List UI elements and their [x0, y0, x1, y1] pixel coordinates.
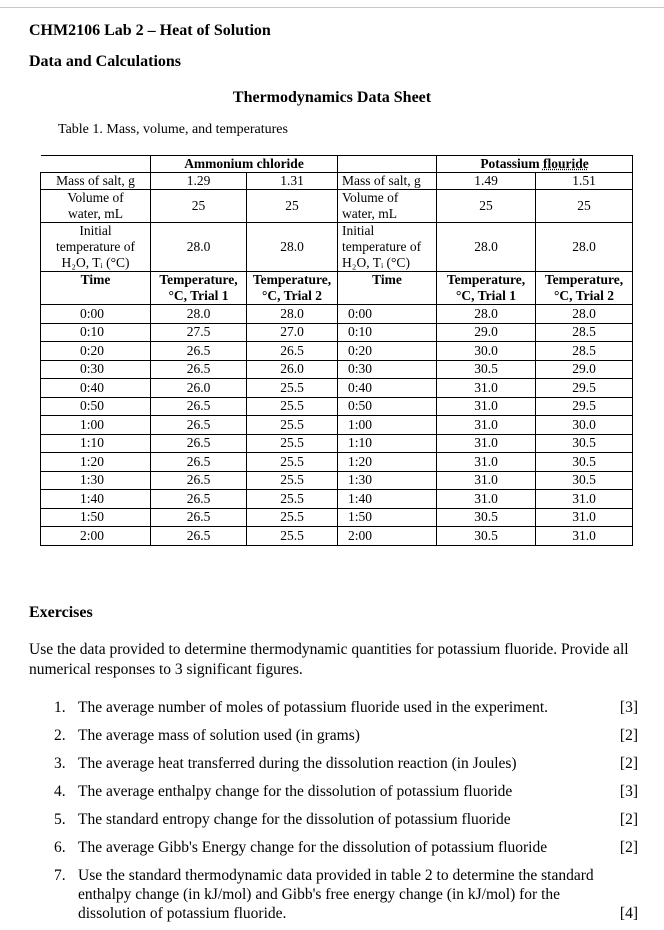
nh4cl-trial1-cell: 26.5 [151, 434, 247, 453]
kf-trial1-cell: 29.0 [437, 323, 536, 342]
kf-trial2-header-line1: Temperature, [544, 272, 624, 287]
nh4cl-trial2-cell: 25.5 [247, 379, 338, 398]
exercise-number: 3. [54, 755, 66, 772]
kf-trial2-cell: 31.0 [536, 490, 633, 509]
exercise-number: 1. [54, 699, 66, 716]
exercises-heading: Exercises [29, 604, 93, 621]
volume-label [41, 190, 151, 223]
kf-trial2-cell: 28.5 [536, 323, 633, 342]
nh4cl-trial1-cell: 26.5 [151, 453, 247, 472]
time-cell-kf: 1:10 [338, 434, 437, 453]
group-fluoride-word: flouride [542, 156, 589, 171]
kf-trial1-cell: 30.5 [437, 527, 536, 546]
kf-trial1-header-line2: °C, Trial 1 [455, 288, 517, 303]
table-caption: Table 1. Mass, volume, and temperatures [58, 122, 288, 137]
volume-label-kf [338, 190, 437, 223]
exercise-text: The average number of moles of potassium fluoride used in the experiment. [78, 699, 549, 716]
time-cell-kf: 0:50 [338, 397, 437, 416]
time-cell: 0:00 [41, 305, 151, 324]
nh4cl-trial1-cell: 26.5 [151, 508, 247, 527]
kf-trial2-cell: 28.5 [536, 342, 633, 361]
nh4cl-trial2-cell: 25.5 [247, 527, 338, 546]
data-table [40, 155, 633, 546]
kf-trial2-header-line2: °C, Trial 2 [553, 288, 615, 303]
initial-temp-label-kf [338, 223, 437, 272]
time-cell-kf: 1:20 [338, 453, 437, 472]
kf-trial2-cell: 30.0 [536, 416, 633, 435]
table-row [41, 527, 633, 546]
nh4cl-trial2-header-line1: Temperature, [252, 272, 332, 287]
nh4cl-trial2-cell: 25.5 [247, 508, 338, 527]
table-row [41, 305, 633, 324]
nh4cl-trial1-cell: 26.5 [151, 471, 247, 490]
nh4cl-trial1-cell: 26.5 [151, 360, 247, 379]
kf-trial2-cell: 31.0 [536, 508, 633, 527]
kf-initial-trial1: 28.0 [437, 223, 536, 272]
initial-label-kf-line1: Initial [342, 223, 375, 238]
table-row [41, 379, 633, 398]
kf-trial1-cell: 31.0 [437, 453, 536, 472]
time-cell: 1:10 [41, 434, 151, 453]
nh4cl-trial2-header [247, 272, 338, 305]
nh4cl-trial1-header-line1: Temperature, [159, 272, 238, 287]
kf-trial2-cell: 28.0 [536, 305, 633, 324]
time-cell-kf: 0:30 [338, 360, 437, 379]
time-cell: 1:50 [41, 508, 151, 527]
mass-label: Mass of salt, g [41, 173, 151, 190]
exercise-marks: [2] [619, 839, 638, 856]
kf-trial1-cell: 31.0 [437, 416, 536, 435]
kf-trial2-cell: 29.5 [536, 379, 633, 398]
nh4cl-trial1-cell: 26.5 [151, 527, 247, 546]
group-ammonium-chloride: Ammonium chloride [151, 156, 338, 173]
table-row [41, 360, 633, 379]
nh4cl-trial2-cell: 25.5 [247, 490, 338, 509]
kf-trial2-cell: 30.5 [536, 453, 633, 472]
time-cell: 1:20 [41, 453, 151, 472]
exercise-number: 5. [54, 811, 66, 828]
nh4cl-trial2-cell: 28.0 [247, 305, 338, 324]
kf-mass-trial2: 1.51 [536, 173, 633, 190]
document-title: CHM2106 Lab 2 – Heat of Solution [29, 22, 271, 39]
time-cell-kf: 0:20 [338, 342, 437, 361]
nh4cl-trial1-cell: 26.5 [151, 416, 247, 435]
kf-trial2-cell: 29.0 [536, 360, 633, 379]
column-header-row [41, 272, 633, 305]
exercise-text: The average enthalpy change for the dissolution of potassium fluoride [78, 783, 513, 800]
exercises-intro: Use the data provided to determine thermodynamic quantities for potassium fluoride. Provide all numerical responses to 3 significant figures. [29, 641, 629, 678]
time-cell-kf: 1:30 [338, 471, 437, 490]
kf-trial1-cell: 31.0 [437, 490, 536, 509]
time-cell-kf: 0:00 [338, 305, 437, 324]
kf-trial1-cell: 30.5 [437, 508, 536, 527]
initial-label-line1: Initial [79, 223, 112, 238]
time-header-kf: Time [338, 272, 437, 305]
nh4cl-initial-trial2: 28.0 [247, 223, 338, 272]
table-row [41, 434, 633, 453]
exercise-marks: [2] [619, 755, 638, 772]
time-cell-kf: 2:00 [338, 527, 437, 546]
table-row [41, 490, 633, 509]
time-cell-kf: 1:50 [338, 508, 437, 527]
nh4cl-mass-trial1: 1.29 [151, 173, 247, 190]
kf-trial1-cell: 31.0 [437, 397, 536, 416]
nh4cl-trial2-cell: 26.5 [247, 342, 338, 361]
time-cell-kf: 0:40 [338, 379, 437, 398]
exercise-number: 2. [54, 727, 66, 744]
nh4cl-volume-trial2: 25 [247, 190, 338, 223]
volume-label-line2: water, mL [68, 206, 123, 221]
group-potassium-fluoride [437, 156, 633, 173]
nh4cl-initial-trial1: 28.0 [151, 223, 247, 272]
nh4cl-trial1-header-line2: °C, Trial 1 [168, 288, 229, 303]
nh4cl-trial2-cell: 25.5 [247, 397, 338, 416]
nh4cl-trial2-cell: 25.5 [247, 471, 338, 490]
time-cell-kf: 1:00 [338, 416, 437, 435]
table-row [41, 342, 633, 361]
kf-trial1-header-line1: Temperature, [446, 272, 526, 287]
exercise-text: The standard entropy change for the dissolution of potassium fluoride [78, 811, 511, 828]
section-heading: Data and Calculations [29, 53, 182, 70]
nh4cl-trial1-cell: 26.5 [151, 490, 247, 509]
exercise-number: 6. [54, 839, 66, 856]
time-cell-kf: 1:40 [338, 490, 437, 509]
volume-label-kf-line2: water, mL [342, 206, 397, 221]
time-header: Time [41, 272, 151, 305]
nh4cl-trial1-cell: 28.0 [151, 305, 247, 324]
sheet-title: Thermodynamics Data Sheet [232, 89, 432, 106]
nh4cl-trial2-header-line2: °C, Trial 2 [261, 288, 323, 303]
exercise-marks: [2] [619, 727, 638, 744]
time-cell: 0:50 [41, 397, 151, 416]
nh4cl-trial2-cell: 25.5 [247, 434, 338, 453]
volume-label-kf-line1: Volume of [342, 190, 399, 205]
initial-label-line2: temperature of [55, 239, 136, 254]
nh4cl-trial1-cell: 27.5 [151, 323, 247, 342]
kf-initial-trial2: 28.0 [536, 223, 633, 272]
exercise-text: The average heat transferred during the dissolution reaction (in Joules) [78, 755, 517, 772]
nh4cl-trial1-cell: 26.5 [151, 342, 247, 361]
table-row [41, 453, 633, 472]
exercise-text: The average mass of solution used (in grams) [78, 727, 360, 744]
kf-trial2-cell: 30.5 [536, 434, 633, 453]
group-header-row [41, 156, 633, 173]
volume-row [41, 190, 633, 223]
empty-mid-cell [338, 156, 437, 173]
empty-corner-cell [41, 156, 151, 173]
exercise-marks: [3] [619, 783, 638, 800]
initial-label-kf-line3: H₂O, Tᵢ (°C) [342, 255, 410, 270]
time-cell: 0:30 [41, 360, 151, 379]
exercise-marks: [2] [619, 811, 638, 828]
table-row [41, 323, 633, 342]
exercise-marks: [4] [619, 905, 638, 922]
kf-trial2-cell: 29.5 [536, 397, 633, 416]
nh4cl-trial2-cell: 26.0 [247, 360, 338, 379]
kf-volume-trial1: 25 [437, 190, 536, 223]
volume-label-line1: Volume of [67, 190, 124, 205]
kf-volume-trial2: 25 [536, 190, 633, 223]
kf-trial2-cell: 30.5 [536, 471, 633, 490]
nh4cl-trial2-cell: 25.5 [247, 416, 338, 435]
initial-temp-label [41, 223, 151, 272]
time-cell: 0:40 [41, 379, 151, 398]
mass-row [41, 173, 633, 190]
kf-mass-trial1: 1.49 [437, 173, 536, 190]
initial-label-kf-line2: temperature of [342, 239, 422, 254]
kf-trial2-header [536, 272, 633, 305]
exercise-text: Use the standard thermodynamic data provided in table 2 to determine the standard enthalpy change (in kJ/mol) and Gibb's free energy change (in kJ/mol) for the dissolution of potassium fluoride. [78, 867, 594, 922]
initial-temp-row [41, 223, 633, 272]
exercise-text: The average Gibb's Energy change for the dissolution of potassium fluoride [78, 839, 548, 856]
table-row [41, 471, 633, 490]
time-cell: 0:20 [41, 342, 151, 361]
nh4cl-volume-trial1: 25 [151, 190, 247, 223]
table-row [41, 508, 633, 527]
time-cell: 1:40 [41, 490, 151, 509]
initial-label-line3: H₂O, Tᵢ (°C) [61, 255, 130, 270]
nh4cl-trial1-header [151, 272, 247, 305]
kf-trial1-cell: 30.0 [437, 342, 536, 361]
kf-trial1-cell: 28.0 [437, 305, 536, 324]
nh4cl-mass-trial2: 1.31 [247, 173, 338, 190]
nh4cl-trial1-cell: 26.5 [151, 397, 247, 416]
exercise-number: 7. [54, 867, 66, 884]
nh4cl-trial1-cell: 26.0 [151, 379, 247, 398]
group-potassium-word: Potassium [480, 156, 540, 171]
kf-trial1-cell: 31.0 [437, 471, 536, 490]
time-cell: 1:00 [41, 416, 151, 435]
time-cell: 1:30 [41, 471, 151, 490]
table-row [41, 397, 633, 416]
exercise-marks: [3] [619, 699, 638, 716]
time-cell: 2:00 [41, 527, 151, 546]
kf-trial1-header [437, 272, 536, 305]
nh4cl-trial2-cell: 25.5 [247, 453, 338, 472]
kf-trial2-cell: 31.0 [536, 527, 633, 546]
mass-label-kf: Mass of salt, g [338, 173, 437, 190]
kf-trial1-cell: 31.0 [437, 434, 536, 453]
page-top-rule [0, 7, 664, 8]
table-row [41, 416, 633, 435]
kf-trial1-cell: 31.0 [437, 379, 536, 398]
kf-trial1-cell: 30.5 [437, 360, 536, 379]
time-cell: 0:10 [41, 323, 151, 342]
nh4cl-trial2-cell: 27.0 [247, 323, 338, 342]
time-cell-kf: 0:10 [338, 323, 437, 342]
exercise-number: 4. [54, 783, 66, 800]
